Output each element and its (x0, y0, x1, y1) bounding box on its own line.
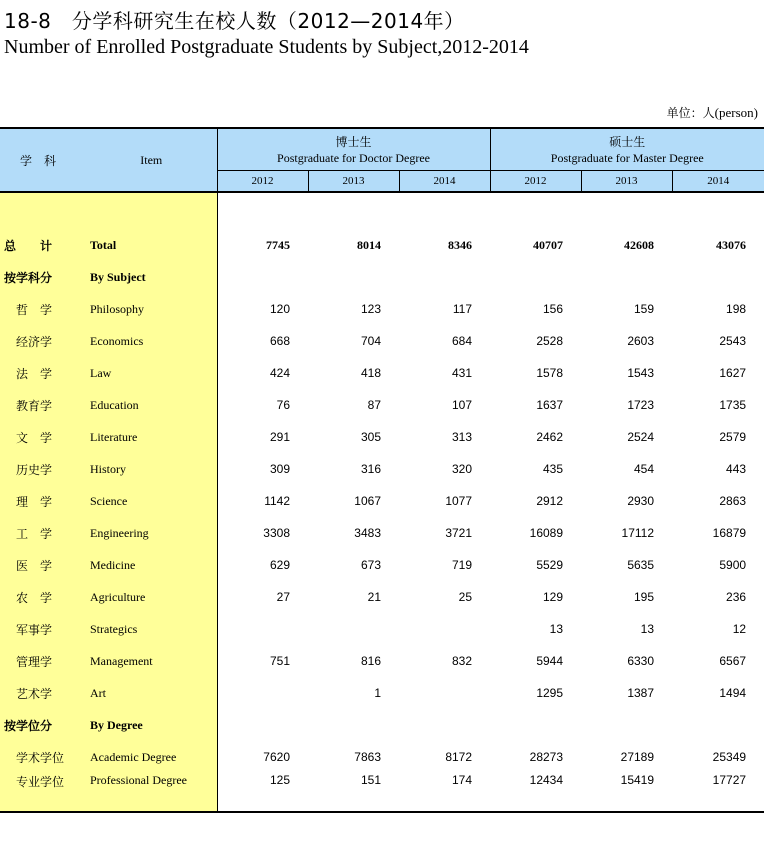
value-cell: 5944 (536, 654, 564, 668)
header-doctor-group (217, 128, 490, 171)
row-label-cn: 按学科分 (0, 261, 86, 293)
value-cell: 2543 (719, 334, 747, 348)
value-cell: 1627 (719, 366, 747, 380)
value-cell: 12 (732, 622, 747, 636)
value-cell: 1543 (627, 366, 655, 380)
value-cell: 673 (360, 558, 381, 572)
row-label-en: Professional Degree (86, 773, 217, 812)
value-cell: 25 (458, 590, 473, 604)
value-cell: 13 (640, 622, 655, 636)
row-label-en: Education (86, 389, 217, 421)
header-item-en: Item (86, 128, 217, 192)
value-cell: 316 (360, 462, 381, 476)
value-cell: 1067 (354, 494, 381, 508)
value-cell: 16879 (712, 526, 747, 540)
row-label-en: Science (86, 485, 217, 517)
value-cell: 76 (276, 398, 290, 412)
value-cell: 156 (542, 302, 564, 316)
value-cell (399, 613, 490, 645)
table-row (0, 485, 764, 517)
table-title-cn: 18-8 分学科研究生在校人数（2012—2014年） (4, 9, 465, 33)
header-doctor-cn: 博士生 (335, 135, 372, 149)
table-row (0, 613, 764, 645)
row-label-en: Literature (86, 421, 217, 453)
table-row (0, 261, 764, 293)
spacer-cell (0, 192, 217, 229)
value-cell (308, 709, 399, 741)
row-label-en: By Subject (86, 261, 217, 293)
row-label-cn: 文 学 (0, 421, 86, 453)
row-label-en: Academic Degree (86, 741, 217, 773)
row-label-en: History (86, 453, 217, 485)
value-cell: 719 (451, 558, 473, 572)
value-cell: 6330 (627, 654, 655, 668)
value-cell: 195 (633, 590, 655, 604)
row-label-en: Strategics (86, 613, 217, 645)
value-cell: 1295 (536, 686, 564, 700)
value-cell: 2462 (536, 430, 564, 444)
table-row (0, 453, 764, 485)
value-cell: 174 (399, 773, 490, 812)
value-cell: 2912 (536, 494, 564, 508)
value-cell: 1077 (445, 494, 473, 508)
row-label-cn: 军事学 (0, 613, 86, 645)
value-cell (490, 709, 581, 741)
value-cell: 684 (451, 334, 473, 348)
value-cell: 21 (367, 590, 381, 604)
value-cell (217, 709, 308, 741)
header-year: 2013 (308, 171, 399, 193)
table-row (0, 325, 764, 357)
value-cell: 17727 (672, 773, 764, 812)
value-cell: 8014 (357, 237, 381, 252)
header-year: 2012 (217, 171, 308, 193)
header-row-groups (0, 128, 764, 171)
row-label-en: Economics (86, 325, 217, 357)
value-cell: 418 (360, 366, 381, 380)
row-label-en: Law (86, 357, 217, 389)
value-cell: 3308 (263, 526, 290, 540)
row-label-en: Agriculture (86, 581, 217, 613)
value-cell (217, 613, 308, 645)
value-cell: 7863 (354, 750, 381, 764)
value-cell: 16089 (529, 526, 564, 540)
value-cell: 1637 (536, 398, 564, 412)
value-cell (217, 677, 308, 709)
row-label-en: Philosophy (86, 293, 217, 325)
value-cell: 2524 (627, 430, 655, 444)
table-row (0, 677, 764, 709)
value-cell: 3483 (354, 526, 381, 540)
value-cell: 5635 (627, 558, 655, 572)
header-year: 2014 (672, 171, 764, 193)
table-body (0, 192, 764, 812)
value-cell: 424 (269, 366, 290, 380)
value-cell: 320 (451, 462, 473, 476)
row-label-en: Total (86, 229, 217, 261)
table-row (0, 549, 764, 581)
row-label-cn: 管理学 (0, 645, 86, 677)
value-cell: 5529 (536, 558, 564, 572)
row-label-en: Engineering (86, 517, 217, 549)
value-cell (217, 261, 308, 293)
value-cell: 704 (360, 334, 381, 348)
value-cell: 305 (360, 430, 381, 444)
value-cell: 198 (726, 302, 747, 316)
table-row (0, 229, 764, 261)
row-label-cn: 教育学 (0, 389, 86, 421)
table-row (0, 645, 764, 677)
value-cell: 1735 (719, 398, 747, 412)
value-cell: 2930 (627, 494, 655, 508)
value-cell (399, 709, 490, 741)
value-cell: 120 (269, 302, 290, 316)
table-row (0, 517, 764, 549)
value-cell: 443 (726, 462, 747, 476)
value-cell: 832 (451, 654, 473, 668)
value-cell (581, 261, 672, 293)
value-cell: 151 (308, 773, 399, 812)
value-cell: 1 (374, 686, 381, 700)
spacer-cell (217, 192, 764, 229)
row-label-cn: 工 学 (0, 517, 86, 549)
value-cell: 629 (269, 558, 290, 572)
value-cell: 1142 (264, 494, 290, 508)
table-row (0, 357, 764, 389)
value-cell: 25349 (712, 750, 747, 764)
value-cell: 3721 (445, 526, 473, 540)
value-cell: 159 (633, 302, 655, 316)
value-cell: 12434 (490, 773, 581, 812)
value-cell: 123 (360, 302, 381, 316)
value-cell: 8346 (448, 237, 473, 252)
value-cell: 40707 (533, 237, 564, 252)
header-year: 2014 (399, 171, 490, 193)
value-cell: 2528 (536, 334, 564, 348)
header-year: 2013 (581, 171, 672, 193)
header-subject-cn: 学 科 (0, 128, 86, 192)
value-cell: 313 (451, 430, 473, 444)
value-cell (308, 261, 399, 293)
row-label-en: Medicine (86, 549, 217, 581)
value-cell: 309 (269, 462, 290, 476)
value-cell: 454 (633, 462, 655, 476)
spacer-row (0, 192, 764, 229)
value-cell: 15419 (581, 773, 672, 812)
value-cell (308, 613, 399, 645)
row-label-cn: 理 学 (0, 485, 86, 517)
value-cell (399, 261, 490, 293)
row-label-cn: 经济学 (0, 325, 86, 357)
value-cell: 27189 (620, 750, 655, 764)
value-cell: 7620 (263, 750, 290, 764)
table-row (0, 581, 764, 613)
value-cell: 43076 (716, 237, 747, 252)
header-doctor-en: Postgraduate for Doctor Degree (277, 151, 430, 165)
value-cell (672, 261, 764, 293)
value-cell: 125 (217, 773, 308, 812)
value-cell: 5900 (719, 558, 747, 572)
table-row (0, 773, 764, 812)
value-cell: 1723 (627, 398, 655, 412)
row-label-cn: 艺术学 (0, 677, 86, 709)
value-cell (672, 709, 764, 741)
value-cell (581, 709, 672, 741)
value-cell: 6567 (719, 654, 747, 668)
value-cell: 431 (451, 366, 473, 380)
table-row (0, 389, 764, 421)
row-label-cn: 哲 学 (0, 293, 86, 325)
value-cell: 117 (452, 302, 473, 316)
statistics-table (0, 127, 764, 813)
value-cell: 28273 (529, 750, 564, 764)
unit-en: (person) (714, 105, 758, 120)
table-title-en: Number of Enrolled Postgraduate Students by Subject,2012-2014 (4, 36, 529, 58)
value-cell: 8172 (445, 750, 473, 764)
value-cell: 816 (360, 654, 381, 668)
value-cell: 17112 (621, 526, 655, 540)
row-label-cn: 历史学 (0, 453, 86, 485)
row-label-cn: 法 学 (0, 357, 86, 389)
value-cell (399, 677, 490, 709)
value-cell (490, 261, 581, 293)
row-label-cn: 医 学 (0, 549, 86, 581)
value-cell: 27 (276, 590, 290, 604)
header-master-en: Postgraduate for Master Degree (550, 151, 704, 165)
row-label-cn: 学术学位 (0, 741, 86, 773)
value-cell: 1494 (719, 686, 747, 700)
row-label-en: Art (86, 677, 217, 709)
table-row (0, 709, 764, 741)
row-label-en: Management (86, 645, 217, 677)
value-cell: 2863 (719, 494, 747, 508)
table-row (0, 421, 764, 453)
value-cell: 1578 (536, 366, 564, 380)
row-label-cn: 总 计 (0, 229, 86, 261)
header-master-cn: 硕士生 (609, 135, 646, 149)
header-master-group (490, 128, 764, 171)
value-cell: 87 (367, 398, 381, 412)
value-cell: 13 (549, 622, 564, 636)
unit-cn: 单位：人 (666, 106, 715, 120)
value-cell: 435 (542, 462, 564, 476)
value-cell: 291 (269, 430, 290, 444)
value-cell: 42608 (624, 237, 655, 252)
value-cell: 2579 (719, 430, 747, 444)
value-cell: 751 (269, 654, 290, 668)
value-cell: 107 (451, 398, 473, 412)
table-row (0, 741, 764, 773)
row-label-cn: 按学位分 (0, 709, 86, 741)
value-cell: 2603 (627, 334, 655, 348)
value-cell: 1387 (627, 686, 655, 700)
table-row (0, 293, 764, 325)
value-cell: 236 (726, 590, 747, 604)
row-label-cn: 农 学 (0, 581, 86, 613)
unit-label (667, 104, 758, 121)
row-label-cn: 专业学位 (0, 773, 86, 812)
header-year: 2012 (490, 171, 581, 193)
value-cell: 129 (542, 590, 564, 604)
value-cell: 7745 (266, 237, 290, 252)
value-cell: 668 (269, 334, 290, 348)
row-label-en: By Degree (86, 709, 217, 741)
